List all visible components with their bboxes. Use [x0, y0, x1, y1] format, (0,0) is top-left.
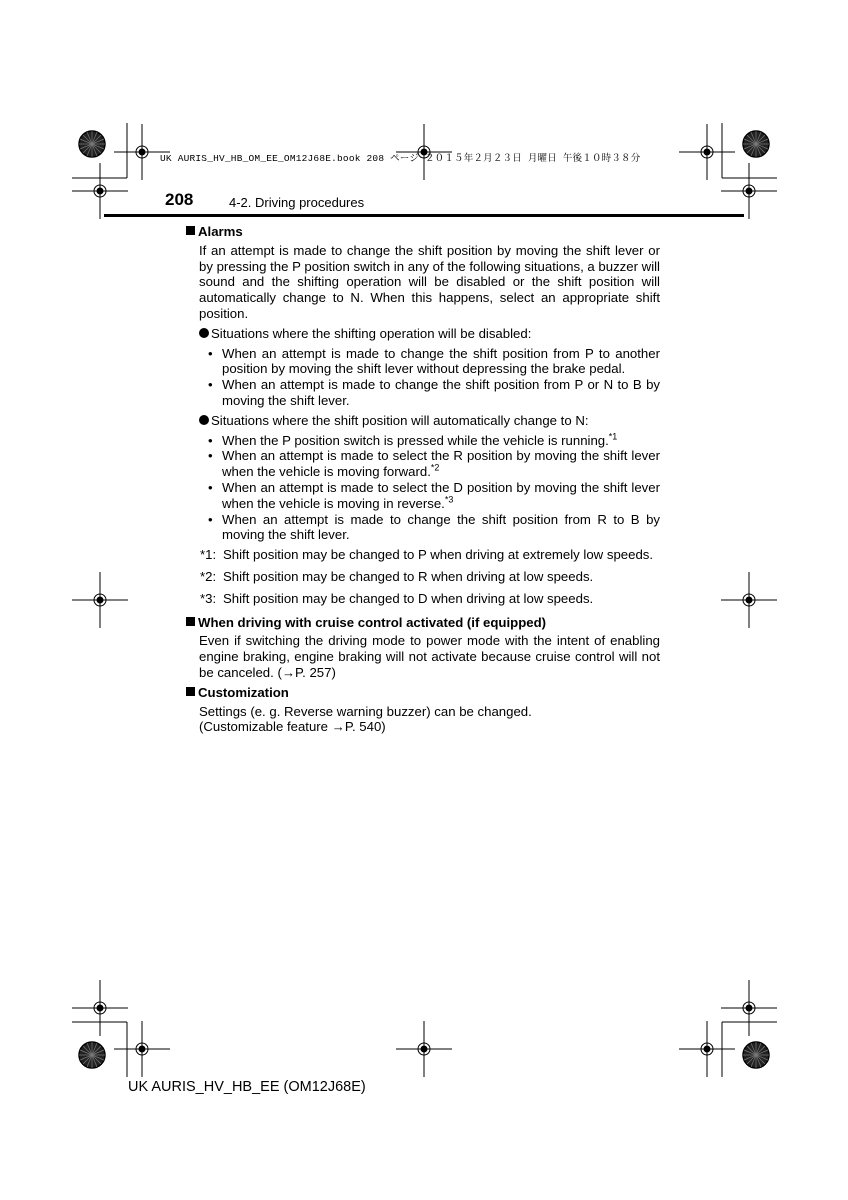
file-info: UK AURIS_HV_HB_OM_EE_OM12J68E.book 208 ページ ２０１５年２月２３日 月曜日 午後１０時３８分 — [160, 153, 641, 164]
footnote: *2: Shift position may be changed to R when driving at low speeds. — [200, 568, 594, 584]
alarms-heading: Alarms — [186, 224, 660, 240]
list-item: • When an attempt is made to select the D position by moving the shift lever when the vehicle is moving in reverse.$^{*3}$ — [208, 479, 660, 511]
list-item: • When an attempt is made to select the R position by moving the shift lever when the vehicle is moving forward.$^{*2}$ — [208, 448, 660, 480]
list-item: • When an attempt is made to change the shift position from R to B by moving the shift lever. — [208, 511, 660, 543]
list-item: • When the P position switch is pressed while the vehicle is running.$^{*1}$ — [208, 431, 618, 448]
auto-n-situations-heading: Situations where the shift position will automatically change to N: — [199, 413, 660, 429]
list-item: • When an attempt is made to change the shift position from P to another position by moving the shift lever without depressing the brake pedal. — [208, 345, 660, 377]
footnote-ref: *2 — [430, 462, 440, 473]
cruise-heading: When driving with cruise control activated (if equipped) — [186, 615, 660, 631]
page-number: 208 — [165, 190, 194, 209]
section-title: 4-2. Driving procedures — [229, 195, 365, 210]
page-content — [186, 224, 660, 735]
square-bullet-icon — [186, 617, 195, 626]
auto-n-situations-list — [208, 433, 660, 544]
header-rule — [104, 214, 744, 217]
footnote: *1: Shift position may be changed to P when driving at extremely low speeds. — [200, 547, 654, 563]
alarms-intro: If an attempt is made to change the shift position by moving the shift lever or by pressing the P position switch in any of the following situations, a buzzer will sound and the shifting operation will be disabled or the shift position will automatically change to N. When this happens, select an appropriate shift position. — [199, 242, 660, 321]
customization-text: Settings (e. g. Reverse warning buzzer) can be changed. (Customizable feature →P. 540) — [199, 703, 532, 735]
disabled-situations-list — [208, 346, 660, 409]
disabled-situations-heading: Situations where the shifting operation will be disabled: — [199, 326, 660, 342]
customization-heading: Customization — [186, 685, 660, 701]
circle-bullet-icon — [199, 328, 209, 338]
footnote-ref: *1 — [608, 431, 618, 442]
cruise-text: Even if switching the driving mode to power mode with the intent of enabling engine braking, engine braking will not activate because cruise control will not be canceled. (→P. 257) — [199, 633, 660, 680]
list-item: • When an attempt is made to change the shift position from P or N to B by moving the shift lever. — [208, 377, 660, 408]
square-bullet-icon — [186, 687, 195, 696]
square-bullet-icon — [186, 226, 195, 235]
footer-model: UK AURIS_HV_HB_EE (OM12J68E) — [128, 1079, 366, 1095]
footnote: *3: Shift position may be changed to D when driving at low speeds. — [200, 590, 594, 606]
circle-bullet-icon — [199, 415, 209, 425]
footnote-ref: *3 — [444, 494, 454, 505]
